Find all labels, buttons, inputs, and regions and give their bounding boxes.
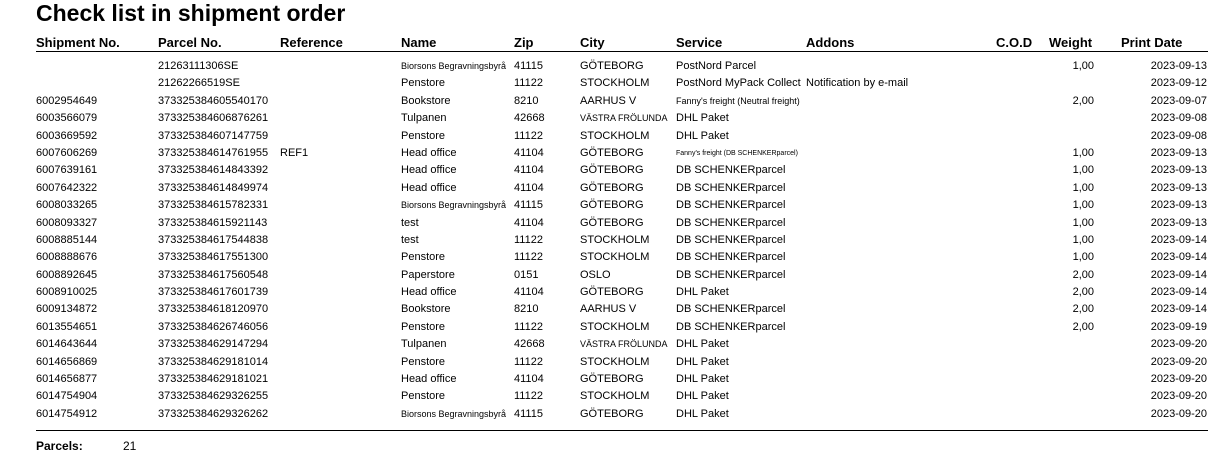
table-row [0, 284, 1212, 301]
cell-service: DB SCHENKERparcel [676, 164, 786, 177]
cell-weight: 2,00 [1072, 303, 1094, 316]
cell-city: STOCKHOLM [580, 77, 650, 90]
cell-service: DB SCHENKERparcel [676, 216, 786, 229]
cell-parcel-no: 373325384606876261 [158, 112, 269, 125]
cell-name: Head office [401, 373, 457, 386]
table-row [0, 180, 1212, 197]
cell-zip: 41115 [514, 407, 543, 420]
table-row [0, 162, 1212, 179]
cell-zip: 8210 [514, 94, 539, 107]
cell-shipment-no: 6008892645 [36, 268, 98, 281]
table-row [0, 128, 1212, 145]
header-weight: Weight [1049, 35, 1093, 50]
cell-print-date: 2023-09-14 [1150, 268, 1207, 281]
cell-service: DHL Paket [676, 286, 729, 299]
cell-weight: 1,00 [1072, 164, 1094, 177]
cell-service: DB SCHENKERparcel [676, 268, 786, 281]
cell-weight: 2,00 [1072, 94, 1094, 107]
cell-parcel-no: 373325384617560548 [158, 268, 269, 281]
header-print-date: Print Date [1121, 35, 1183, 50]
cell-zip: 11122 [514, 355, 543, 368]
table-row [0, 354, 1212, 371]
cell-zip: 11122 [514, 77, 543, 90]
table-header [0, 34, 1212, 51]
cell-name: Tulpanen [401, 338, 447, 351]
cell-service: DHL Paket [676, 112, 729, 125]
cell-shipment-no: 6014656877 [36, 373, 98, 386]
cell-shipment-no: 6003669592 [36, 129, 98, 142]
cell-name: Bookstore [401, 303, 451, 316]
cell-service: DB SCHENKERparcel [676, 181, 786, 194]
cell-name: Head office [401, 164, 457, 177]
cell-weight: 2,00 [1072, 286, 1094, 299]
cell-print-date: 2023-09-20 [1150, 407, 1207, 420]
cell-print-date: 2023-09-14 [1150, 251, 1207, 264]
cell-city: STOCKHOLM [580, 251, 650, 264]
cell-parcel-no: 373325384629147294 [158, 338, 269, 351]
header-shipment-no: Shipment No. [36, 35, 120, 50]
cell-name: Head office [401, 146, 457, 159]
cell-print-date: 2023-09-14 [1150, 303, 1207, 316]
cell-weight: 1,00 [1072, 233, 1094, 246]
header-name: Name [401, 35, 437, 50]
cell-print-date: 2023-09-13 [1150, 60, 1207, 72]
cell-shipment-no: 6014754912 [36, 407, 98, 420]
cell-name: Penstore [401, 129, 446, 142]
cell-shipment-no: 6014754904 [36, 390, 98, 403]
cell-city: GÖTEBORG [580, 216, 644, 229]
cell-shipment-no: 6014643644 [36, 338, 98, 351]
table-row [0, 336, 1212, 353]
cell-city: GÖTEBORG [580, 407, 644, 420]
cell-print-date: 2023-09-19 [1150, 320, 1207, 333]
table-row [0, 197, 1212, 214]
cell-parcel-no: 373325384614761955 [158, 146, 269, 159]
cell-zip: 41115 [514, 199, 543, 212]
cell-print-date: 2023-09-13 [1150, 199, 1207, 212]
table-row [0, 249, 1212, 266]
table-row [0, 319, 1212, 336]
cell-parcel-no: 373325384629181014 [158, 355, 269, 368]
cell-service: Fanny's freight (DB SCHENKERparcel) [676, 149, 798, 157]
cell-name: Penstore [401, 77, 446, 90]
header-divider [36, 51, 1208, 52]
cell-weight: 1,00 [1072, 216, 1094, 229]
header-city: City [580, 35, 605, 50]
cell-name: Head office [401, 286, 457, 299]
cell-zip: 8210 [514, 303, 539, 316]
cell-service: DHL Paket [676, 338, 729, 351]
table-row [0, 93, 1212, 110]
header-zip: Zip [514, 35, 534, 50]
cell-weight: 1,00 [1072, 199, 1094, 212]
cell-parcel-no: 373325384614843392 [158, 164, 269, 177]
cell-service: DB SCHENKERparcel [676, 199, 786, 212]
cell-city: STOCKHOLM [580, 355, 650, 368]
cell-shipment-no: 6007606269 [36, 146, 98, 159]
cell-service: PostNord Parcel [676, 60, 757, 72]
cell-weight: 2,00 [1072, 268, 1094, 281]
cell-print-date: 2023-09-14 [1150, 233, 1207, 246]
table-row [0, 371, 1212, 388]
cell-parcel-no: 373325384615921143 [158, 216, 268, 229]
page-title: Check list in shipment order [36, 0, 346, 26]
cell-print-date: 2023-09-20 [1150, 390, 1207, 403]
cell-parcel-no: 373325384629326255 [158, 390, 269, 403]
cell-zip: 11122 [514, 390, 543, 403]
cell-name: Penstore [401, 390, 446, 403]
table-row [0, 215, 1212, 232]
cell-shipment-no: 6007639161 [36, 164, 98, 177]
cell-zip: 0151 [514, 268, 539, 281]
cell-parcel-no: 373325384615782331 [158, 199, 269, 212]
cell-city: AARHUS V [580, 303, 637, 316]
cell-service: DB SCHENKERparcel [676, 303, 786, 316]
cell-name: Penstore [401, 355, 446, 368]
cell-print-date: 2023-09-08 [1150, 112, 1207, 125]
cell-parcel-no: 373325384617544838 [158, 233, 269, 246]
cell-name: Penstore [401, 251, 446, 264]
parcels-count: 21 [123, 439, 137, 453]
header-reference: Reference [280, 35, 343, 50]
cell-service: DB SCHENKERparcel [676, 251, 786, 264]
cell-service: DHL Paket [676, 355, 729, 368]
cell-zip: 11122 [514, 251, 543, 264]
cell-name: Bookstore [401, 94, 451, 107]
cell-city: GÖTEBORG [580, 146, 644, 159]
cell-parcel-no: 373325384629181021 [158, 373, 269, 386]
cell-zip: 41104 [514, 286, 544, 299]
cell-name: Biorsons Begravningsbyrå [401, 200, 507, 211]
cell-zip: 41104 [514, 216, 544, 229]
cell-name: test [401, 216, 419, 229]
table-row [0, 110, 1212, 127]
header-parcel-no: Parcel No. [158, 35, 222, 50]
cell-parcel-no: 21263111306SE [158, 60, 239, 72]
cell-name: Paperstore [401, 268, 455, 281]
table-row [0, 406, 1212, 423]
cell-shipment-no: 6008888676 [36, 251, 98, 264]
cell-zip: 42668 [514, 338, 545, 351]
cell-shipment-no: 6008910025 [36, 286, 98, 299]
header-cod: C.O.D [996, 35, 1033, 50]
cell-city: GÖTEBORG [580, 199, 644, 212]
cell-zip: 41104 [514, 146, 544, 159]
table-row [0, 58, 1212, 75]
header-service: Service [676, 35, 723, 50]
cell-print-date: 2023-09-14 [1150, 286, 1207, 299]
cell-zip: 11122 [514, 233, 543, 246]
cell-print-date: 2023-09-12 [1150, 77, 1207, 90]
cell-shipment-no: 6007642322 [36, 181, 98, 194]
cell-weight: 1,00 [1072, 181, 1094, 194]
cell-parcel-no: 373325384617601739 [158, 286, 269, 299]
cell-parcel-no: 373325384607147759 [158, 129, 269, 142]
cell-city: STOCKHOLM [580, 390, 650, 403]
cell-name: test [401, 233, 419, 246]
cell-city: GÖTEBORG [580, 60, 644, 72]
cell-shipment-no: 6008033265 [36, 199, 98, 212]
cell-shipment-no: 6002954649 [36, 94, 98, 107]
cell-city: AARHUS V [580, 94, 637, 107]
cell-print-date: 2023-09-20 [1150, 373, 1207, 386]
table-row [0, 267, 1212, 284]
cell-zip: 11122 [514, 320, 543, 333]
cell-parcel-no: 373325384617551300 [158, 251, 269, 264]
cell-service: DHL Paket [676, 373, 729, 386]
cell-print-date: 2023-09-13 [1150, 216, 1207, 229]
cell-city: STOCKHOLM [580, 233, 650, 246]
table-row [0, 388, 1212, 405]
cell-shipment-no: 6008885144 [36, 233, 98, 246]
cell-zip: 41104 [514, 373, 544, 386]
cell-print-date: 2023-09-20 [1150, 355, 1207, 368]
cell-name: Penstore [401, 320, 446, 333]
cell-parcel-no: 373325384629326262 [158, 407, 269, 420]
cell-city: GÖTEBORG [580, 181, 644, 194]
cell-service: PostNord MyPack Collect [676, 77, 801, 90]
cell-addons: Notification by e-mail [806, 77, 909, 90]
cell-reference: REF1 [280, 146, 309, 159]
cell-parcel-no: 373325384626746056 [158, 320, 269, 333]
cell-parcel-no: 373325384605540170 [158, 94, 269, 107]
cell-weight: 1,00 [1072, 60, 1094, 72]
cell-parcel-no: 373325384618120970 [158, 303, 269, 316]
cell-city: GÖTEBORG [580, 373, 644, 386]
cell-print-date: 2023-09-13 [1150, 164, 1207, 177]
table-row [0, 232, 1212, 249]
cell-zip: 41115 [514, 60, 543, 72]
cell-city: STOCKHOLM [580, 320, 650, 333]
cell-weight: 1,00 [1072, 251, 1094, 264]
cell-name: Biorsons Begravningsbyrå [401, 61, 507, 71]
cell-weight: 1,00 [1072, 146, 1094, 159]
cell-zip: 42668 [514, 112, 545, 125]
cell-print-date: 2023-09-07 [1150, 94, 1207, 107]
cell-service: DHL Paket [676, 129, 729, 142]
cell-zip: 41104 [514, 164, 544, 177]
footer-divider [36, 430, 1208, 431]
cell-service: Fanny's freight (Neutral freight) [676, 95, 800, 106]
cell-city: OSLO [580, 268, 611, 281]
cell-city: VÄSTRA FRÖLUNDA [580, 113, 668, 124]
cell-print-date: 2023-09-13 [1150, 181, 1207, 194]
shipment-table-body [0, 58, 1212, 423]
cell-name: Biorsons Begravningsbyrå [401, 408, 507, 419]
cell-print-date: 2023-09-08 [1150, 129, 1207, 142]
cell-name: Tulpanen [401, 112, 447, 125]
cell-print-date: 2023-09-13 [1150, 146, 1207, 159]
table-row [0, 145, 1212, 162]
cell-service: DB SCHENKERparcel [676, 320, 786, 333]
cell-shipment-no: 6003566079 [36, 112, 98, 125]
parcels-label: Parcels: [36, 439, 83, 453]
cell-city: VÄSTRA FRÖLUNDA [580, 339, 668, 350]
cell-service: DHL Paket [676, 390, 729, 403]
cell-weight: 2,00 [1072, 320, 1094, 333]
cell-shipment-no: 6014656869 [36, 355, 98, 368]
cell-city: GÖTEBORG [580, 286, 644, 299]
cell-zip: 11122 [514, 129, 543, 142]
cell-parcel-no: 21262266519SE [158, 77, 240, 90]
cell-parcel-no: 373325384614849974 [158, 181, 269, 194]
cell-name: Head office [401, 181, 457, 194]
table-row [0, 301, 1212, 318]
cell-print-date: 2023-09-20 [1150, 338, 1207, 351]
cell-zip: 41104 [514, 181, 544, 194]
header-addons: Addons [806, 35, 855, 50]
cell-service: DB SCHENKERparcel [676, 233, 786, 246]
cell-shipment-no: 6008093327 [36, 216, 98, 229]
cell-city: STOCKHOLM [580, 129, 650, 142]
table-row [0, 75, 1212, 92]
cell-service: DHL Paket [676, 407, 729, 420]
parcels-summary [36, 439, 137, 453]
cell-shipment-no: 6009134872 [36, 303, 98, 316]
cell-city: GÖTEBORG [580, 164, 644, 177]
cell-shipment-no: 6013554651 [36, 320, 98, 333]
